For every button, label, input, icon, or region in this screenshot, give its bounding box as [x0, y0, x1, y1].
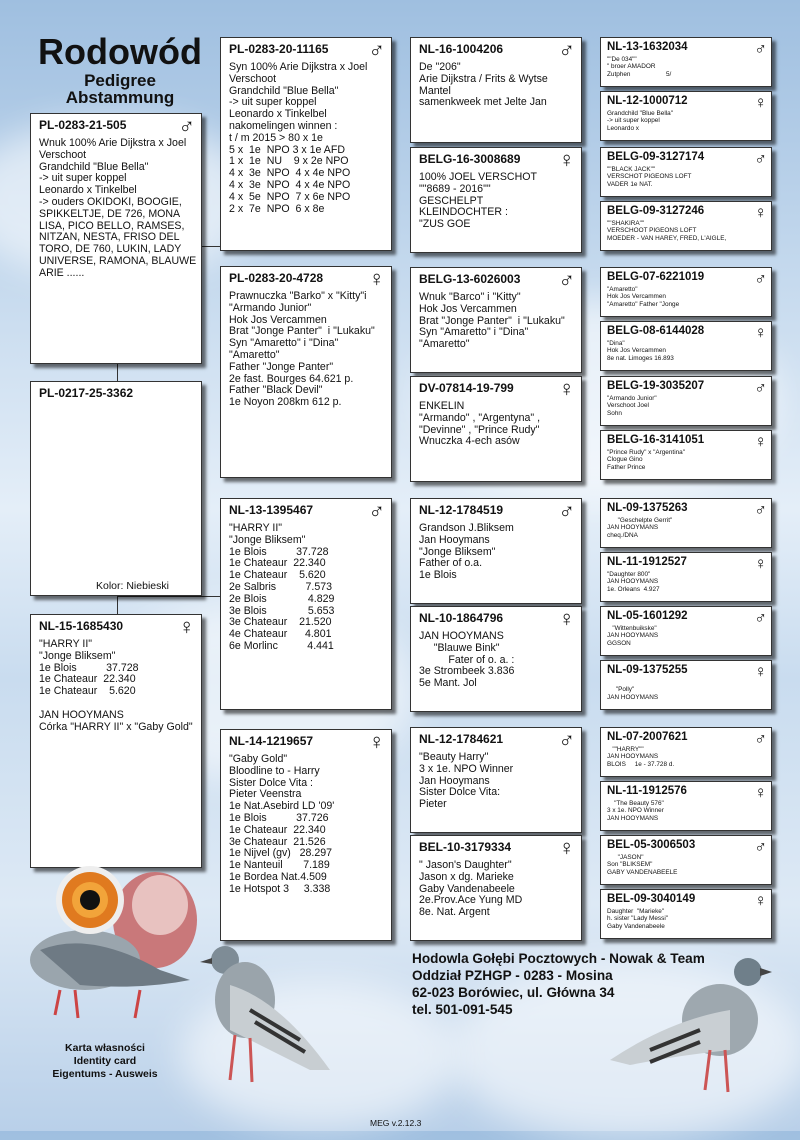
ring-number: NL-12-1784519 [419, 503, 504, 517]
breeder-phone: tel. 501-091-545 [412, 1002, 513, 1017]
female-symbol-icon: ♀ [754, 203, 767, 222]
pedigree-box [600, 37, 772, 87]
ring-number: BELG-09-3127174 [607, 151, 705, 163]
pedigree-box [30, 381, 202, 596]
pedigree-box [600, 889, 772, 939]
bird-description: "Amaretto" Hok Jos Vercammen "Amaretto" Father "Jonge [607, 286, 680, 308]
bird-description: Grandchild "Blue Bella" -> uit super koppel Leonardo x [607, 110, 673, 132]
pedigree-box [30, 113, 202, 364]
id-card-german: Eigentums - Ausweis [52, 1068, 158, 1080]
ring-number: BELG-16-3008689 [419, 152, 521, 166]
pedigree-box [600, 835, 772, 885]
identity-card-label [20, 1042, 190, 1081]
male-symbol-icon: ♂ [368, 498, 385, 523]
bird-description: "HARRY II" "Jonge Bliksem" 1e Blois 37.728 1e Chateaur 22.340 1e Chateaur 5.620 2e Salbris 7.573 2e Blois 4.829 3e Blois 5.653 3e Chateaur 21.520 4e Chateaur 4.801 6e Morlinc 4.441 [229, 522, 335, 652]
male-symbol-icon: ♂ [558, 267, 575, 292]
pedigree-box [600, 660, 772, 710]
pedigree-box [600, 91, 772, 141]
version-label: MEG v.2.12.3 [370, 1118, 422, 1128]
bird-description: "Geschelpte Gerrit" JAN HOOYMANS cheq./DNA [607, 517, 673, 539]
bird-description: ENKELIN "Armando" , "Argentyna" , "Devinne" , "Prince Rudy" Wnuczka 4-ech asów [419, 400, 541, 448]
bird-description: " Jason's Daughter" Jason x dg. Marieke Gaby Vandenabeele 2e.Prov.Ace Yung MD 8e. Nat. Argent [419, 859, 523, 919]
male-symbol-icon: ♂ [558, 37, 575, 62]
ring-number: BELG-13-6026003 [419, 272, 521, 286]
ring-number: NL-14-1219657 [229, 734, 314, 748]
ring-number: PL-0283-20-4728 [229, 271, 324, 285]
pedigree-box [410, 606, 582, 712]
ring-number: NL-15-1685430 [39, 619, 124, 633]
male-symbol-icon: ♂ [754, 149, 767, 168]
female-symbol-icon: ♀ [178, 614, 195, 639]
female-symbol-icon: ♀ [754, 432, 767, 451]
connector-line [117, 596, 118, 614]
pedigree-box [600, 376, 772, 426]
female-symbol-icon: ♀ [558, 147, 575, 172]
pedigree-box [600, 321, 772, 371]
male-symbol-icon: ♂ [754, 378, 767, 397]
pedigree-box [410, 37, 582, 143]
bird-description: Wnuk "Barco" i "Kitty" Hok Jos Vercammen Brat "Jonge Panter" i "Lukaku" Syn "Amaretto" i "Dina" "Amaretto" [419, 291, 565, 351]
color-label: Kolor: Niebieski [96, 580, 169, 592]
bird-description: ""HARRY"" JAN HOOYMANS BLOIS 1e - 37.728 d. [607, 746, 675, 768]
pedigree-box [600, 606, 772, 656]
male-symbol-icon: ♂ [368, 37, 385, 62]
bird-description: ""SHAKIRA"" VERSCHOOT PIGEONS LOFT MOEDER - VAN HAREY, FRED, L'AIGLE, [607, 220, 727, 242]
bird-description: "Armando Junior" Verschoot Joel Sohn [607, 395, 657, 417]
bird-description: Daughter "Marieke" h. sister "Lady Messi" Gaby Vandenabeele [607, 908, 669, 930]
male-symbol-icon: ♂ [754, 269, 767, 288]
bird-description: "HARRY II" "Jonge Bliksem" 1e Blois 37.728 1e Chateaur 22.340 1e Chateaur 5.620 JAN HOOYMANS Córka "HARRY II" x "Gaby Gold" [39, 638, 193, 733]
ring-number: BEL-10-3179334 [419, 840, 512, 854]
ring-number: NL-09-1375255 [607, 664, 688, 676]
female-symbol-icon: ♀ [368, 266, 385, 291]
ring-number: PL-0283-21-505 [39, 118, 127, 132]
id-card-polish: Karta własności [65, 1042, 145, 1054]
female-symbol-icon: ♀ [558, 606, 575, 631]
female-symbol-icon: ♀ [754, 662, 767, 681]
ring-number: NL-13-1395467 [229, 503, 314, 517]
bird-description: Wnuk 100% Arie Dijkstra x Joel Verschoot Grandchild "Blue Bella" -> uit super koppel Leonardo x Tinkelbel -> ouders OKIDOKI, BOOGIE, SPIKKELTJE, DE 726, MONA LISA, PICO BELLO, RAMSES, NITZAN, NESTA, FRISO DEL TORO, DE 760, LUKIN, LADY UNIVERSE, RAMONA, BLAUWE ARIE ...... [39, 137, 197, 279]
ring-number: BELG-07-6221019 [607, 271, 705, 283]
female-symbol-icon: ♀ [754, 323, 767, 342]
connector-line [117, 596, 220, 597]
male-symbol-icon: ♂ [178, 113, 195, 138]
bird-description: Prawnuczka "Barko" x "Kitty"i "Armando Junior" Hok Jos Vercammen Brat "Jonge Panter" i "Lukaku" Syn "Amaretto" i "Dina" "Amaretto" Father "Jonge Panter" 2e fast. Bourges 64.621 p. Father "Black Devil" 1e Noyon 208km 612 p. [229, 290, 375, 409]
ring-number: NL-07-2007621 [607, 731, 688, 743]
bird-description: 100% JOEL VERSCHOT ""8689 - 2016"" GESCHELPT KLEINDOCHTER : "ZUS GOE [419, 171, 537, 231]
bird-description: "The Beauty 576" 3 x 1e. NPO Winner JAN HOOYMANS [607, 800, 664, 822]
ring-number: PL-0283-20-11165 [229, 42, 329, 56]
ring-number: BEL-09-3040149 [607, 893, 696, 905]
pedigree-box [600, 147, 772, 197]
breeder-name: Hodowla Gołębi Pocztowych - Nowak & Team [412, 951, 705, 966]
bird-description: ""De 034"" " broer AMADOR Zutphen 5/ [607, 56, 672, 78]
pedigree-box [600, 201, 772, 251]
ring-number: NL-05-1601292 [607, 610, 688, 622]
male-symbol-icon: ♂ [754, 500, 767, 519]
page-title: Rodowód [38, 31, 202, 72]
bird-description: "JASON" Son "BLIKSEM" GABY VANDENABEELE [607, 854, 678, 876]
pedigree-box [220, 266, 392, 478]
bird-description: ""BLACK JACK"" VERSCHOT PIGEONS LOFT VADER 1e NAT. [607, 166, 692, 188]
id-card-english: Identity card [73, 1055, 137, 1067]
male-symbol-icon: ♂ [754, 39, 767, 58]
bird-description: "Gaby Gold" Bloodline to - Harry Sister Dolce Vita : Pieter Veenstra 1e Nat.Asebird LD '09' 1e Blois 37.726 1e Chateaur 22.340 3e Chateaur 21.526 1e Nijvel (gv) 28.297 1e Nanteuil 7.189 1e Bordea Nat.4.509 1e Hotspot 3 3.338 [229, 753, 335, 895]
female-symbol-icon: ♀ [754, 891, 767, 910]
pedigree-box [410, 835, 582, 941]
ring-number: BEL-05-3006503 [607, 839, 696, 851]
ring-number: BELG-08-6144028 [607, 325, 705, 337]
ring-number: NL-11-1912576 [607, 785, 687, 797]
pedigree-box [410, 498, 582, 604]
breeder-address: 62-023 Borówiec, ul. Główna 34 [412, 985, 615, 1000]
connector-line [117, 363, 118, 381]
pedigree-box [220, 37, 392, 251]
breeder-info [412, 950, 705, 1018]
pedigree-box [410, 376, 582, 482]
ring-number: BELG-16-3141051 [607, 434, 705, 446]
pedigree-box [600, 498, 772, 548]
ring-number: PL-0217-25-3362 [39, 386, 134, 400]
male-symbol-icon: ♂ [558, 498, 575, 523]
page-subtitle-german: Abstammung [65, 88, 175, 107]
ring-number: BELG-09-3127246 [607, 205, 705, 217]
breeder-branch: Oddział PZHGP - 0283 - Mosina [412, 968, 613, 983]
female-symbol-icon: ♀ [558, 835, 575, 860]
pedigree-box [410, 147, 582, 253]
ring-number: NL-09-1375263 [607, 502, 688, 514]
pigeon-illustration-left [190, 940, 340, 1090]
pedigree-box [410, 267, 582, 373]
bird-description: "Polly" JAN HOOYMANS [607, 686, 659, 701]
ring-number: NL-13-1632034 [607, 41, 688, 53]
pedigree-box [600, 781, 772, 831]
female-symbol-icon: ♀ [754, 554, 767, 573]
pedigree-box [220, 729, 392, 941]
male-symbol-icon: ♂ [754, 837, 767, 856]
female-symbol-icon: ♀ [754, 93, 767, 112]
pedigree-box [600, 552, 772, 602]
pedigree-box [30, 614, 202, 868]
bird-description: "Beauty Harry" 3 x 1e. NPO Winner Jan Hooymans Sister Dolce Vita: Pieter [419, 751, 514, 811]
pedigree-box [600, 727, 772, 777]
ring-number: BELG-19-3035207 [607, 380, 705, 392]
bird-description: "Wittenbuikske" JAN HOOYMANS GGSON [607, 625, 659, 647]
pedigree-box [410, 727, 582, 833]
bird-description: JAN HOOYMANS "Blauwe Bink" Fater of o. a. : 3e Strombeek 3.836 5e Mant. Jol [419, 630, 515, 690]
female-symbol-icon: ♀ [558, 376, 575, 401]
bird-description: "Dina" Hok Jos Vercammen 8e nat. Limoges 16.893 [607, 340, 674, 362]
bird-description: Syn 100% Arie Dijkstra x Joel Verschoot Grandchild "Blue Bella" -> uit super koppel Leonardo x Tinkelbel nakomelingen winnen : t / m 2015 > 80 x 1e 5 x 1e NPO 3 x 1e AFD 1 x 1e NU 9 x 2e NPO 4 x 3e NPO 4 x 4e NPO 4 x 3e NPO 4 x 4e NPO 4 x 5e NPO 7 x 6e NPO 2 x 7e NPO 6 x 8e [229, 61, 368, 215]
bird-description: "Prince Rudy" x "Argentina" Clogue Gino Father Prince [607, 449, 685, 471]
pedigree-box [600, 430, 772, 480]
ring-number: NL-10-1864796 [419, 611, 504, 625]
male-symbol-icon: ♂ [558, 727, 575, 752]
male-symbol-icon: ♂ [754, 729, 767, 748]
male-symbol-icon: ♂ [754, 608, 767, 627]
ring-number: DV-07814-19-799 [419, 381, 514, 395]
ring-number: NL-11-1912527 [607, 556, 687, 568]
pedigree-box [600, 267, 772, 317]
pigeon-eye-illustration [20, 860, 210, 1040]
female-symbol-icon: ♀ [368, 729, 385, 754]
bird-description: "Daughter 800" JAN HOOYMANS 1e. Orleans 4.927 [607, 571, 660, 593]
bird-description: De "206" Arie Dijkstra / Frits & Wytse Mantel samenkweek met Jelte Jan [419, 61, 548, 109]
ring-number: NL-12-1784621 [419, 732, 504, 746]
ring-number: NL-16-1004206 [419, 42, 504, 56]
female-symbol-icon: ♀ [754, 783, 767, 802]
pedigree-box [220, 498, 392, 710]
page-subtitle-english: Pedigree [84, 71, 156, 90]
bird-description: Grandson J.Bliksem Jan Hooymans "Jonge Bliksem" Father of o.a. 1e Blois [419, 522, 514, 582]
pedigree-title-block [30, 31, 210, 107]
ring-number: NL-12-1000712 [607, 95, 688, 107]
